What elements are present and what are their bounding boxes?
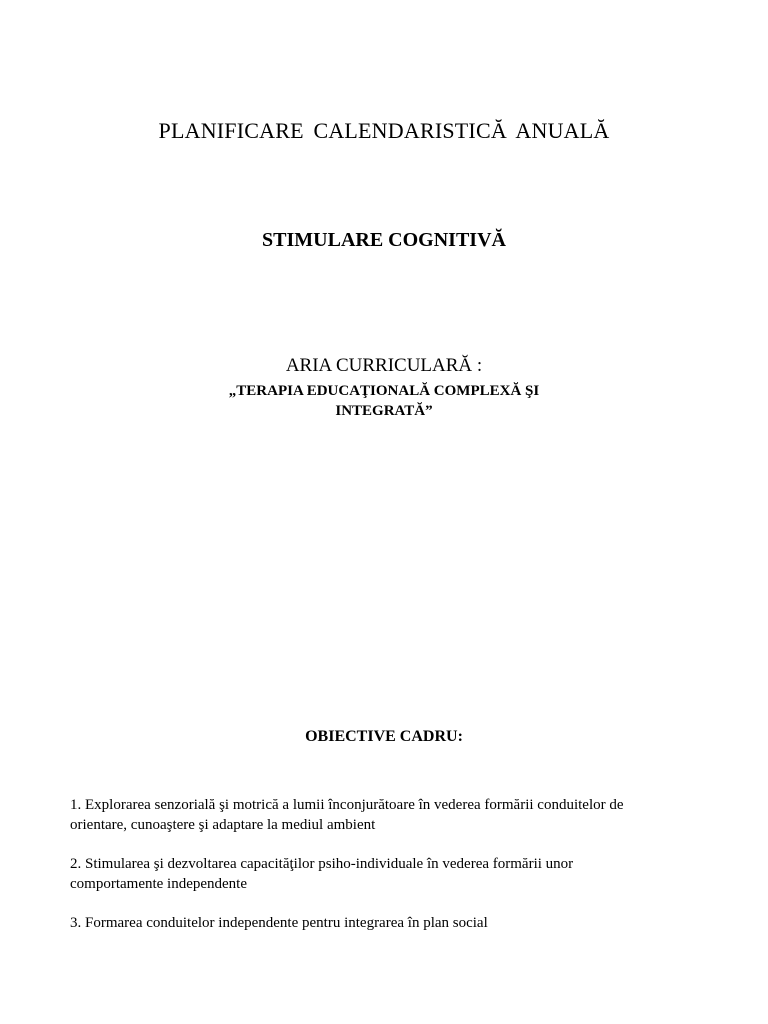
subject-heading: STIMULARE COGNITIVĂ xyxy=(262,229,506,251)
objectives-heading: OBIECTIVE CADRU: xyxy=(305,728,463,745)
objective-item: 2. Stimularea şi dezvoltarea capacităţilor psiho-individuale în vederea formării unor comportamente independente xyxy=(70,856,574,892)
objectives-list xyxy=(70,795,650,952)
document-title: PLANIFICARE CALENDARISTICĂ ANUALĂ xyxy=(158,118,610,143)
objective-item: 1. Explorarea senzorială şi motrică a lumii înconjurătoare în vederea formării conduitelor de orientare, cunoaştere şi adaptare la mediul ambient xyxy=(70,797,624,833)
curricular-area-name: „TERAPIA EDUCAŢIONALĂ COMPLEXĂ ŞI INTEGRATĂ” xyxy=(228,383,540,419)
objective-item: 3. Formarea conduitelor independente pentru integrarea în plan social xyxy=(70,915,488,931)
curricular-area-label: ARIA CURRICULARĂ : xyxy=(285,355,483,376)
